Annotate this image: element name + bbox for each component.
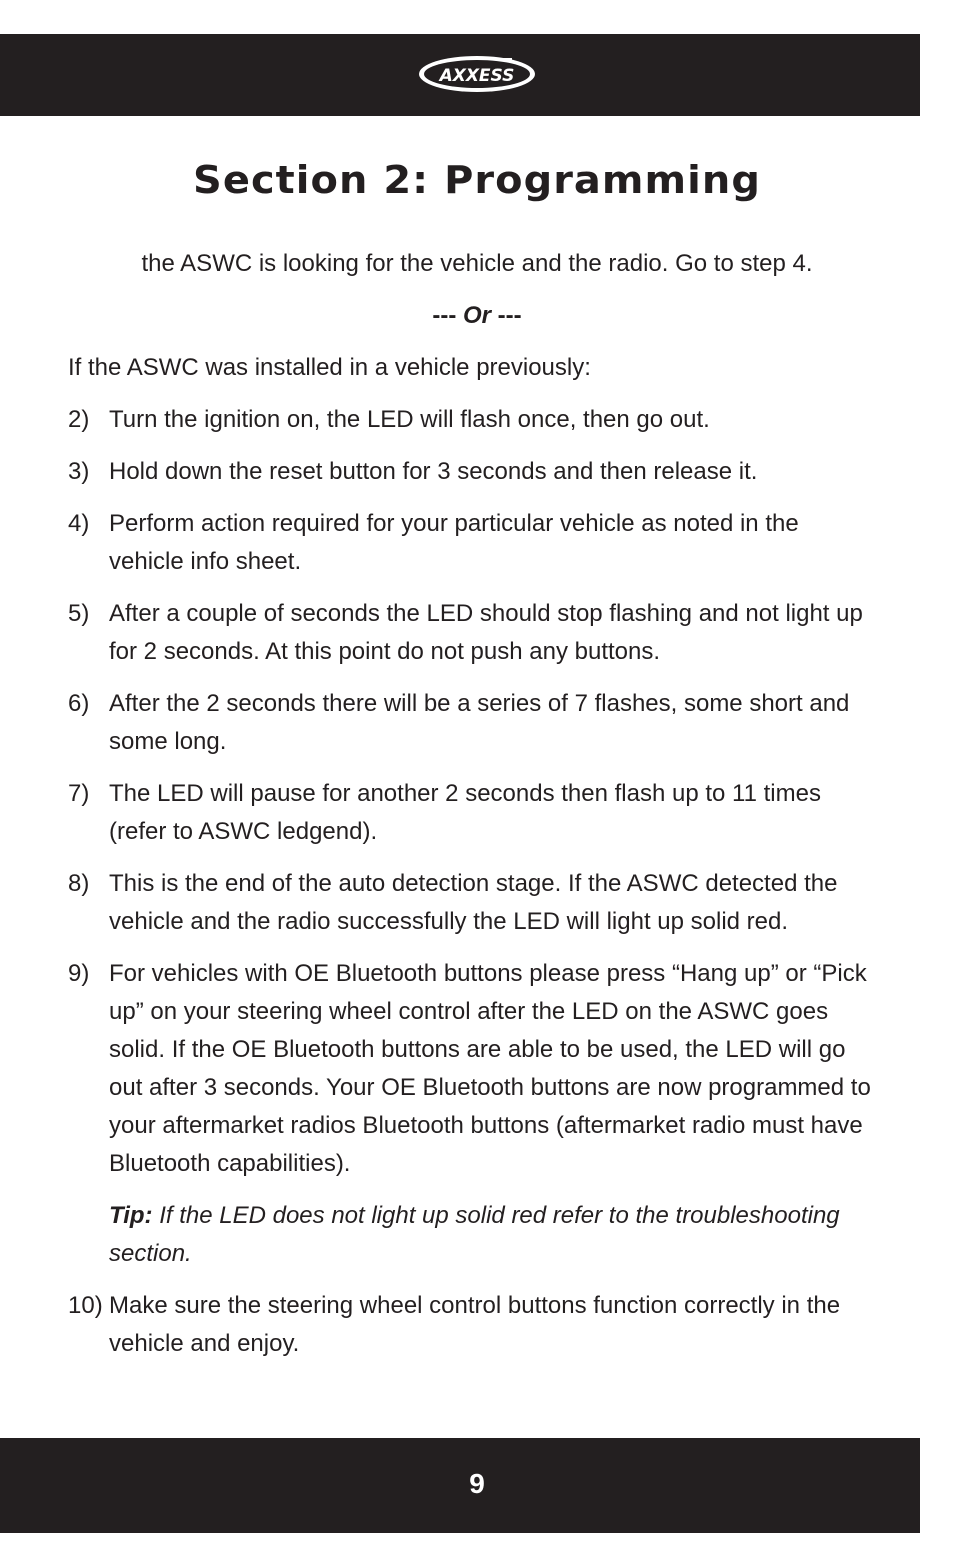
step-text: Hold down the reset button for 3 seconds and then release it. bbox=[109, 458, 758, 485]
or-separator bbox=[0, 297, 954, 335]
separator-right: --- bbox=[497, 302, 522, 329]
step-item bbox=[68, 955, 880, 1183]
step-text: This is the end of the auto detection stage. If the ASWC detected the vehicle and the radio successfully the LED will light up solid red. bbox=[109, 870, 838, 935]
step-item bbox=[68, 775, 880, 851]
tip-text: If the LED does not light up solid red refer to the troubleshooting section. bbox=[109, 1202, 840, 1267]
step-item bbox=[68, 595, 880, 671]
step-text: Turn the ignition on, the LED will flash once, then go out. bbox=[109, 406, 710, 433]
step-item bbox=[68, 865, 880, 941]
step-text: Make sure the steering wheel control buttons function correctly in the vehicle and enjoy. bbox=[109, 1292, 841, 1357]
lead-text: If the ASWC was installed in a vehicle previously: bbox=[68, 354, 591, 381]
logo-text: AXXESS bbox=[439, 66, 515, 86]
intro-text: the ASWC is looking for the vehicle and the radio. Go to step 4. bbox=[141, 250, 813, 277]
step-number: 10) bbox=[68, 1292, 103, 1319]
step-number: 3) bbox=[68, 458, 90, 485]
instructions bbox=[68, 245, 880, 1377]
step-text: The LED will pause for another 2 seconds then flash up to 11 times (refer to ASWC ledgend). bbox=[109, 780, 821, 845]
step-number: 4) bbox=[68, 510, 90, 537]
step-number: 2) bbox=[68, 406, 90, 433]
step-item bbox=[68, 401, 880, 439]
footer-bar bbox=[0, 1438, 920, 1533]
step-text: After a couple of seconds the LED should stop flashing and not light up for 2 seconds. At this point do not push any buttons. bbox=[109, 600, 863, 665]
step-text: Perform action required for your particular vehicle as noted in the vehicle info sheet. bbox=[109, 510, 799, 575]
step-item bbox=[68, 1287, 880, 1363]
step-number: 9) bbox=[68, 960, 90, 987]
step-number: 5) bbox=[68, 600, 90, 627]
step-text: After the 2 seconds there will be a series of 7 flashes, some short and some long. bbox=[109, 690, 850, 755]
step-item bbox=[68, 453, 880, 491]
step-number: 7) bbox=[68, 780, 90, 807]
header-bar bbox=[0, 34, 920, 116]
tip-label: Tip: bbox=[109, 1202, 153, 1229]
axxess-logo bbox=[416, 53, 538, 95]
tip-note bbox=[109, 1197, 880, 1273]
separator-word: Or bbox=[462, 302, 491, 329]
step-item bbox=[68, 505, 880, 581]
separator-left: --- bbox=[432, 302, 457, 329]
step-text: For vehicles with OE Bluetooth buttons please press “Hang up” or “Pick up” on your steering wheel control after the LED on the ASWC goes solid. If the OE Bluetooth buttons are able to be used, the LED will go out after 3 seconds. Your OE Bluetooth buttons are now programmed to your aftermarket radios Bluetooth buttons (aftermarket radio must have Bluetooth capabilities). bbox=[109, 960, 871, 1177]
section-title: Section 2: Programming bbox=[193, 158, 761, 202]
step-number: 8) bbox=[68, 870, 90, 897]
page-number: 9 bbox=[469, 1468, 485, 1499]
step-item bbox=[68, 685, 880, 761]
step-number: 6) bbox=[68, 690, 90, 717]
